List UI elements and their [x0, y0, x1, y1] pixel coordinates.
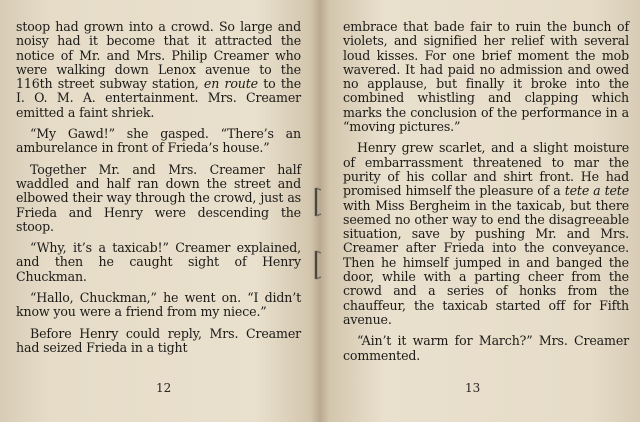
right-page — [320, 0, 640, 422]
paragraph: “My Gawd!” she gasped. “There’s an amburelance in front of Frieda’s house.” — [16, 126, 301, 156]
page-number: 13 — [465, 381, 481, 395]
paragraph: Together Mr. and Mrs. Creamer half waddled and half ran down the street and elbowed their way through the crowd, just as Frieda and Henry were descending the stoop. — [16, 161, 301, 234]
paragraph: “Ain’t it warm for March?” Mrs. Creamer commented. — [343, 333, 629, 363]
staple-icon — [311, 249, 325, 281]
left-page-text — [16, 20, 301, 362]
italic-phrase: en route — [203, 76, 258, 92]
paragraph: “Why, it’s a taxicab!” Creamer explained, and then he caught sight of Henry Chuckman. — [16, 240, 301, 284]
paragraph: Before Henry could reply, Mrs. Creamer had seized Frieda in a tight — [16, 325, 301, 355]
staple-icon — [311, 186, 325, 218]
paragraph: “Hallo, Chuckman,” he went on. “I didn’t know you were a friend from my niece.” — [16, 290, 301, 320]
italic-phrase: tete a tete — [564, 183, 630, 199]
right-page-text — [343, 20, 629, 370]
paragraph: stoop had grown into a crowd. So large and noisy had it become that it attracted the notice of Mr. and Mrs. Philip Creamer who were walking down Lenox avenue to the 116th street subway station, en route to the I. O. M. A. entertainment. Mrs. Creamer emitted a faint shriek. — [16, 19, 302, 120]
page-number: 12 — [156, 381, 172, 395]
paragraph: Henry grew scarlet, and a slight moisture of embarrassment threatened to mar the purity of his collar and shirt front. He had promised himself the pleasure of a tete a tete with Miss Bergheim in the taxicab, but there seemed no other way to end the disagreeable situation, save by pushing Mr. and Mrs. Creamer after Frieda into the conveyance. Then he himself jumped in and banged the door, while with a parting cheer from the crowd and a series of honks from the chauffeur, the taxicab started off for Fifth avenue. — [343, 140, 630, 327]
paragraph: embrace that bade fair to ruin the bunch of violets, and signified her relief with several loud kisses. For one brief moment the mob wavered. It had paid no admission and owed no applause, but finally it broke into the combined whistling and clapping which marks the conclusion of the performance in a “moving pictures.” — [343, 19, 629, 135]
